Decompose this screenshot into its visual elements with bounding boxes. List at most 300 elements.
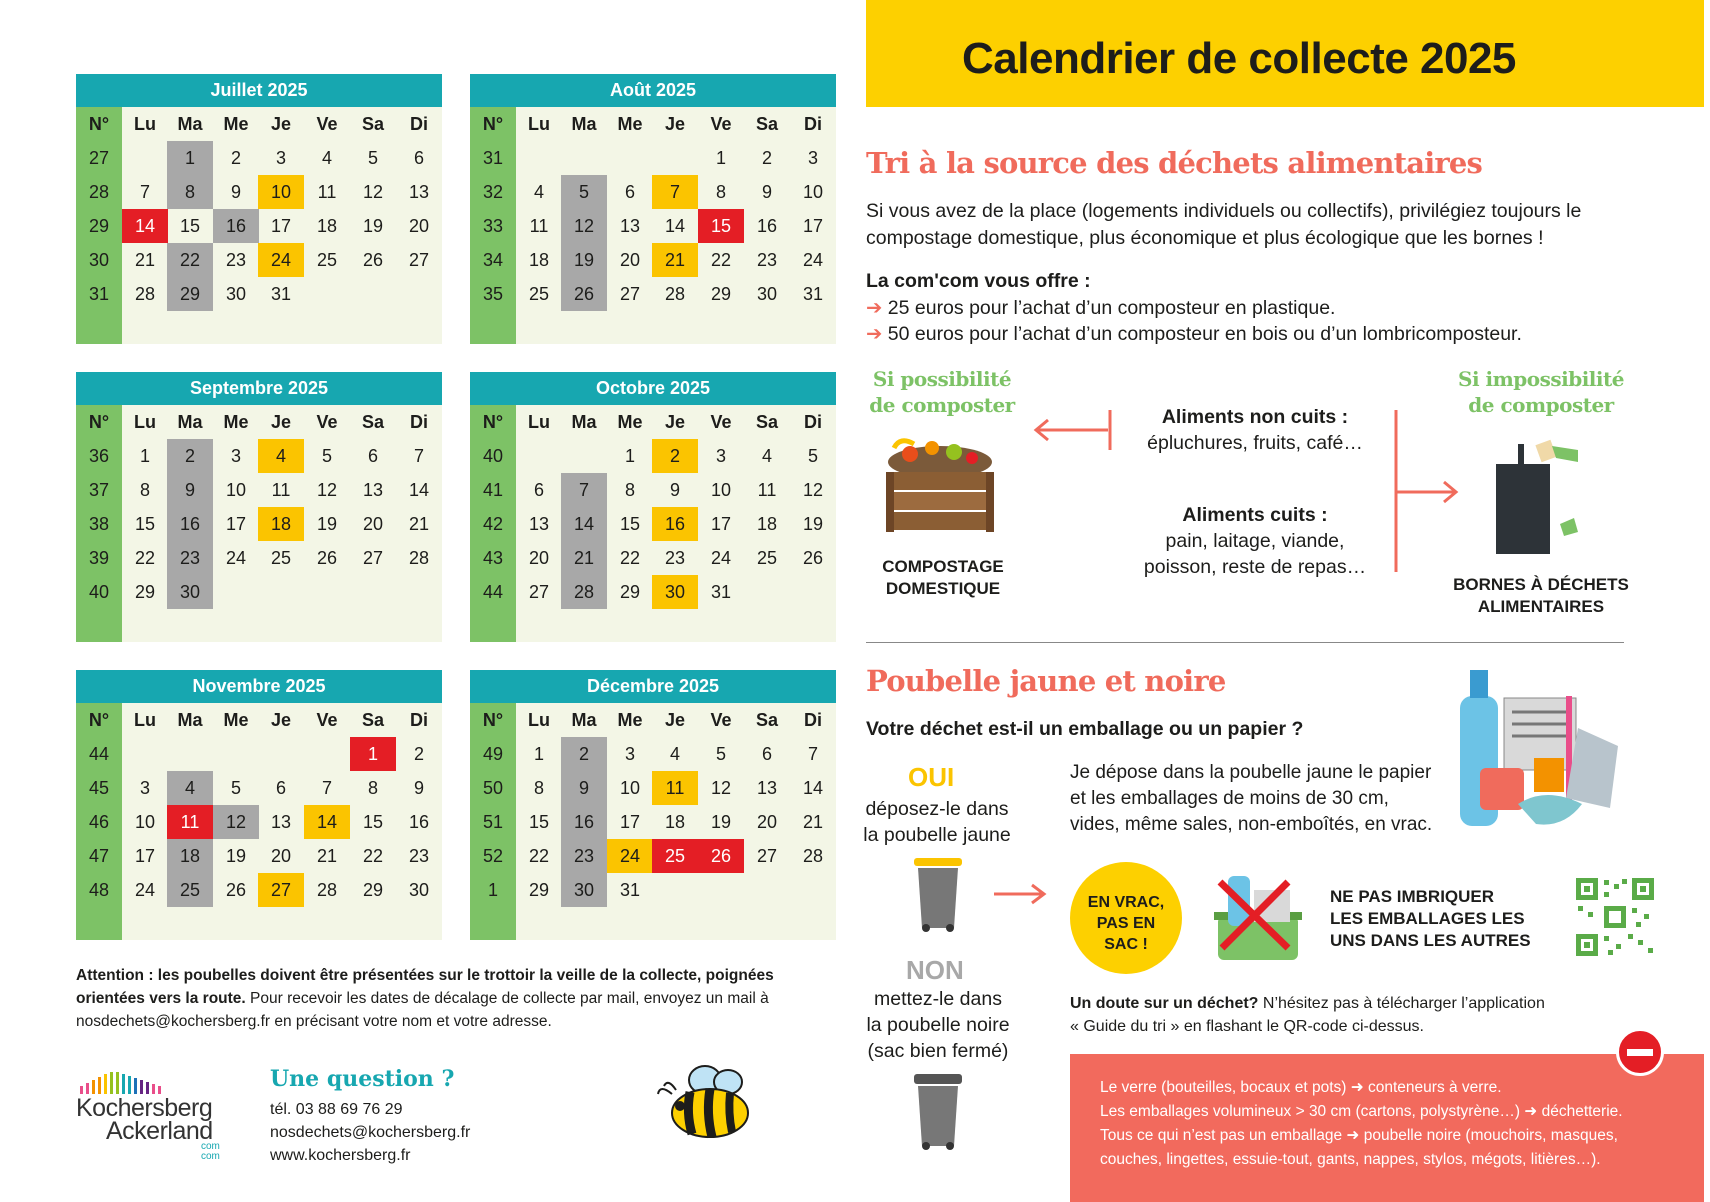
day-cell: [744, 575, 790, 609]
bornes-label-2: ALIMENTAIRES: [1477, 597, 1605, 616]
weekday-header: Me: [223, 710, 249, 730]
week-number: 1: [487, 880, 498, 900]
day-cell: 24: [225, 548, 247, 568]
week-number: 32: [482, 182, 504, 202]
day-cell: 16: [408, 812, 430, 832]
collection-notice: [76, 964, 846, 1033]
calendar-grid: [470, 107, 836, 344]
day-cell: [350, 575, 396, 609]
day-cell: 9: [669, 480, 680, 500]
day-cell: [304, 575, 350, 609]
weekday-header: Lu: [528, 710, 550, 730]
black-bin-icon: [910, 1070, 966, 1150]
weekday-header: Ve: [316, 710, 338, 730]
yellow-text-3: vides, même sales, non-emboîtés, en vrac.: [1070, 814, 1433, 835]
day-cell: 25: [652, 839, 698, 873]
day-cell: 8: [533, 778, 544, 798]
day-cell: [122, 737, 168, 771]
day-cell: 11: [757, 480, 777, 500]
day-cell: 3: [139, 778, 150, 798]
oui-label: OUI: [908, 762, 955, 792]
day-cell: 11: [529, 216, 549, 236]
day-cell: 10: [802, 182, 824, 202]
day-cell: 25: [756, 548, 778, 568]
page-title: Calendrier de collecte 2025: [962, 34, 1516, 83]
week-number: 40: [482, 446, 504, 466]
compost-label-2: DOMESTIQUE: [885, 579, 1001, 598]
week-number-header: N°: [88, 114, 110, 134]
weekday-header: Me: [223, 412, 249, 432]
arrow-right-icon: ➔: [866, 323, 888, 345]
oui-instructions: [862, 796, 1012, 848]
calendar-month: [76, 74, 442, 344]
day-cell: 15: [698, 209, 744, 243]
kochersberg-logo: [76, 1072, 236, 1162]
calendar-grid: [76, 405, 442, 642]
day-cell: 22: [528, 846, 550, 866]
day-cell: 16: [756, 216, 778, 236]
day-cell: [516, 141, 562, 175]
weekday-header: Ma: [177, 710, 203, 730]
day-cell: 19: [225, 846, 247, 866]
day-cell: 26: [561, 277, 607, 311]
day-cell: 6: [413, 148, 424, 168]
weekday-header: Sa: [361, 114, 385, 134]
day-cell: 26: [362, 250, 384, 270]
notice-text: Pour recevoir les dates de décalage de collecte par mail, envoyez un mail à nosdechets@kochersberg.fr en précisant votre nom et votre adresse.: [76, 990, 769, 1030]
cooked-food-text1: pain, laitage, viande,: [1165, 530, 1345, 552]
day-cell: 1: [167, 141, 213, 175]
weekday-header: Je: [270, 412, 292, 432]
day-cell: 2: [167, 439, 213, 473]
day-cell: 9: [761, 182, 772, 202]
day-cell: 22: [167, 243, 213, 277]
weekday-header: Di: [410, 412, 428, 432]
doubt-text: [1070, 992, 1545, 1038]
calendar-month-title: Octobre 2025: [470, 372, 836, 405]
exception-glass: Le verre (bouteilles, bocaux et pots) ➜ conteneurs à verre.: [1100, 1079, 1502, 1096]
week-number: 48: [88, 880, 110, 900]
week-number: 47: [88, 846, 110, 866]
bins-title: Poubelle jaune et noire: [866, 664, 1226, 698]
weekday-header: Ve: [316, 114, 338, 134]
weekday-header: Di: [410, 710, 428, 730]
week-number-header: N°: [88, 412, 110, 432]
day-cell: 25: [316, 250, 338, 270]
yellow-text-1: Je dépose dans la poubelle jaune le papier: [1070, 762, 1432, 783]
day-cell: 11: [317, 182, 337, 202]
week-number: 51: [482, 812, 504, 832]
day-cell: 16: [652, 507, 698, 541]
contact-phone: tél. 03 88 69 76 29: [270, 1101, 403, 1118]
vrac-line1: EN VRAC,: [1087, 894, 1165, 911]
branch-arrow-icon: [1392, 408, 1462, 574]
day-cell: 10: [134, 812, 156, 832]
week-number: 34: [482, 250, 504, 270]
week-number: 31: [482, 148, 504, 168]
calendar-month-title: Juillet 2025: [76, 74, 442, 107]
day-cell: 13: [362, 480, 384, 500]
day-cell: 24: [607, 839, 653, 873]
day-cell: 17: [802, 216, 824, 236]
week-number: 42: [482, 514, 504, 534]
contact-email[interactable]: nosdechets@kochersberg.fr: [270, 1124, 471, 1141]
week-number-header: N°: [88, 710, 110, 730]
day-cell: [516, 439, 562, 473]
day-cell: 13: [408, 182, 430, 202]
day-cell: 19: [710, 812, 732, 832]
week-number: 41: [482, 480, 504, 500]
day-cell: 22: [710, 250, 732, 270]
day-cell: 23: [408, 846, 430, 866]
day-cell: 31: [710, 582, 732, 602]
day-cell: 20: [408, 216, 430, 236]
day-cell: 28: [134, 284, 156, 304]
day-cell: 27: [258, 873, 304, 907]
day-cell: 7: [652, 175, 698, 209]
day-cell: 4: [258, 439, 304, 473]
offer-1-text: 25 euros pour l’achat d’un composteur en plastique.: [887, 297, 1336, 319]
yellow-bin-icon: [910, 852, 966, 932]
day-cell: [258, 737, 304, 771]
day-cell: 15: [619, 514, 641, 534]
day-cell: 31: [619, 880, 641, 900]
non-line1: mettez-le dans: [874, 988, 1002, 1010]
weekday-header: Sa: [755, 710, 779, 730]
notice-bold: Attention : les poubelles doivent être présentées sur le trottoir la veille de la collecte, poignées orientées vers la route.: [76, 967, 774, 1007]
weekday-header: Sa: [361, 412, 385, 432]
compost-bin-icon: [880, 436, 1000, 536]
day-cell: 4: [669, 744, 680, 764]
offer-title: La com'com vous offre :: [866, 270, 1091, 292]
day-cell: 21: [652, 243, 698, 277]
day-cell: [350, 277, 396, 311]
weekday-header: Lu: [134, 114, 156, 134]
week-number: 31: [88, 284, 110, 304]
day-cell: 31: [270, 284, 292, 304]
day-cell: 14: [408, 480, 430, 500]
day-cell: 18: [664, 812, 686, 832]
no-entry-icon: [1616, 1028, 1664, 1076]
day-cell: 11: [167, 805, 213, 839]
calendar-grid: [470, 405, 836, 642]
offer-item-2: [866, 321, 1522, 348]
day-cell: 10: [258, 175, 304, 209]
no-nesting-text: [1330, 886, 1531, 952]
week-number: 44: [88, 744, 110, 764]
week-number-header: N°: [482, 412, 504, 432]
week-number: 50: [482, 778, 504, 798]
day-cell: 13: [528, 514, 550, 534]
day-cell: 19: [802, 514, 824, 534]
day-cell: 28: [316, 880, 338, 900]
day-cell: 17: [134, 846, 156, 866]
week-number: 28: [88, 182, 110, 202]
weekday-header: Je: [664, 412, 686, 432]
day-cell: 7: [139, 182, 150, 202]
offer-item-1: [866, 295, 1335, 322]
non-instructions: [858, 986, 1018, 1064]
day-cell: 7: [321, 778, 332, 798]
day-cell: 7: [561, 473, 607, 507]
day-cell: 25: [528, 284, 550, 304]
bornes-label: [1436, 574, 1646, 618]
day-cell: 6: [761, 744, 772, 764]
day-cell: 24: [258, 243, 304, 277]
day-cell: [258, 575, 304, 609]
weekday-header: Me: [617, 114, 643, 134]
calendar-month-title: Novembre 2025: [76, 670, 442, 703]
day-cell: 14: [561, 507, 607, 541]
food-waste-title: Tri à la source des déchets alimentaires: [866, 146, 1483, 180]
logo-line1: Kochersberg: [76, 1094, 213, 1122]
day-cell: 10: [619, 778, 641, 798]
weekday-header: Di: [804, 710, 822, 730]
day-cell: 6: [533, 480, 544, 500]
calendar-month-title: Août 2025: [470, 74, 836, 107]
day-cell: 27: [528, 582, 550, 602]
day-cell: [213, 737, 259, 771]
no-bag-icon: [1208, 868, 1304, 968]
week-number: 30: [88, 250, 110, 270]
day-cell: 1: [715, 148, 726, 168]
day-cell: 29: [134, 582, 156, 602]
day-cell: 7: [807, 744, 818, 764]
day-cell: 9: [413, 778, 424, 798]
day-cell: 5: [230, 778, 241, 798]
doubt-text1: N’hésitez pas à télécharger l’application: [1258, 995, 1545, 1012]
day-cell: 6: [275, 778, 286, 798]
logo-sub: com com: [201, 1141, 220, 1162]
calendar-month: [470, 372, 836, 642]
day-cell: [561, 141, 607, 175]
weekday-header: Sa: [361, 710, 385, 730]
day-cell: [607, 141, 653, 175]
day-cell: 2: [761, 148, 772, 168]
day-cell: 23: [225, 250, 247, 270]
day-cell: 30: [652, 575, 698, 609]
calendar-month: [470, 670, 836, 940]
day-cell: 15: [134, 514, 156, 534]
day-cell: 17: [619, 812, 641, 832]
day-cell: 5: [367, 148, 378, 168]
calendar-month: [470, 74, 836, 344]
day-cell: 3: [807, 148, 818, 168]
day-cell: 27: [619, 284, 641, 304]
day-cell: [304, 737, 350, 771]
weekday-header: Ma: [571, 114, 597, 134]
day-cell: [304, 277, 350, 311]
weekday-header: Ma: [177, 412, 203, 432]
day-cell: 8: [715, 182, 726, 202]
day-cell: 10: [225, 480, 247, 500]
weekday-header: Ma: [571, 710, 597, 730]
raw-food-title: Aliments non cuits :: [1161, 406, 1349, 428]
day-cell: 27: [408, 250, 430, 270]
day-cell: [790, 873, 836, 907]
day-cell: 29: [362, 880, 384, 900]
day-cell: 24: [802, 250, 824, 270]
day-cell: 1: [624, 446, 635, 466]
calendar-month-title: Décembre 2025: [470, 670, 836, 703]
day-cell: 28: [408, 548, 430, 568]
day-cell: 15: [528, 812, 550, 832]
week-number: 38: [88, 514, 110, 534]
calendar-month-title: Septembre 2025: [76, 372, 442, 405]
day-cell: 12: [802, 480, 824, 500]
day-cell: 3: [715, 446, 726, 466]
week-number: 44: [482, 582, 504, 602]
day-cell: 28: [802, 846, 824, 866]
day-cell: 3: [275, 148, 286, 168]
day-cell: 2: [413, 744, 424, 764]
day-cell: 18: [756, 514, 778, 534]
day-cell: [167, 737, 213, 771]
day-cell: 10: [710, 480, 732, 500]
day-cell: 26: [316, 548, 338, 568]
calendar-grid: [76, 703, 442, 940]
logo-bars-icon: [80, 1072, 236, 1094]
day-cell: 21: [316, 846, 338, 866]
food-intro: Si vous avez de la place (logements individuels ou collectifs), privilégiez toujours le compostage domestique, plus économique et plus écologique que les bornes !: [866, 200, 1582, 249]
arrow-right-icon: [992, 882, 1050, 906]
week-number: 29: [88, 216, 110, 236]
if-possible-line2: de composter: [869, 393, 1015, 417]
day-cell: [744, 873, 790, 907]
non-line2: la poubelle noire: [866, 1014, 1010, 1036]
logo-line2: Ackerland: [106, 1117, 213, 1145]
title-band: [866, 0, 1704, 107]
day-cell: 16: [167, 507, 213, 541]
day-cell: [561, 439, 607, 473]
day-cell: 15: [179, 216, 201, 236]
day-cell: 24: [710, 548, 732, 568]
weekday-header: Lu: [528, 114, 550, 134]
cooked-food-title: Aliments cuits :: [1182, 504, 1328, 526]
weekday-header: Di: [804, 412, 822, 432]
day-cell: 13: [619, 216, 641, 236]
day-cell: 15: [362, 812, 384, 832]
day-cell: 6: [624, 182, 635, 202]
exception-bulky: Les emballages volumineux > 30 cm (cartons, polystyrène…) ➜ déchetterie.: [1100, 1103, 1623, 1120]
day-cell: 22: [619, 548, 641, 568]
day-cell: 2: [230, 148, 241, 168]
weekday-header: Me: [617, 412, 643, 432]
day-cell: 14: [122, 209, 168, 243]
nest-line3: UNS DANS LES AUTRES: [1330, 931, 1531, 950]
weekday-header: Ma: [177, 114, 203, 134]
day-cell: [698, 873, 744, 907]
exception-other-2: couches, lingettes, essuie-tout, gants, nappes, stylos, mégots, litières…).: [1100, 1151, 1601, 1168]
day-cell: 5: [807, 446, 818, 466]
bee-icon: [650, 1058, 760, 1148]
arrow-left-icon: [1030, 408, 1112, 452]
day-cell: 20: [270, 846, 292, 866]
day-cell: 1: [350, 737, 396, 771]
vrac-badge: [1070, 862, 1182, 974]
day-cell: 12: [362, 182, 384, 202]
week-number: 43: [482, 548, 504, 568]
day-cell: 19: [561, 243, 607, 277]
day-cell: 22: [134, 548, 156, 568]
day-cell: 13: [270, 812, 292, 832]
day-cell: 14: [304, 805, 350, 839]
day-cell: 29: [710, 284, 732, 304]
day-cell: 8: [367, 778, 378, 798]
day-cell: [790, 575, 836, 609]
day-cell: 7: [413, 446, 424, 466]
day-cell: 14: [802, 778, 824, 798]
day-cell: 28: [561, 575, 607, 609]
day-cell: 23: [664, 548, 686, 568]
if-impossible-label: [1456, 366, 1626, 418]
weekday-header: Ve: [710, 412, 732, 432]
day-cell: 2: [652, 439, 698, 473]
contact-website[interactable]: www.kochersberg.fr: [270, 1147, 411, 1164]
day-cell: 20: [362, 514, 384, 534]
day-cell: 20: [619, 250, 641, 270]
day-cell: [652, 873, 698, 907]
yellow-bin-text: [1070, 760, 1470, 838]
weekday-header: Ma: [571, 412, 597, 432]
day-cell: 20: [528, 548, 550, 568]
weekday-header: Sa: [755, 114, 779, 134]
weekday-header: Je: [270, 114, 292, 134]
weekday-header: Lu: [134, 710, 156, 730]
if-impossible-line1: Si impossibilité: [1458, 367, 1624, 391]
week-number: 40: [88, 582, 110, 602]
day-cell: 30: [225, 284, 247, 304]
exception-other-1: Tous ce qui n’est pas un emballage ➜ poubelle noire (mouchoirs, masques,: [1100, 1127, 1618, 1144]
day-cell: 19: [316, 514, 338, 534]
day-cell: 12: [213, 805, 259, 839]
nest-line1: NE PAS IMBRIQUER: [1330, 887, 1495, 906]
day-cell: 9: [230, 182, 241, 202]
day-cell: [652, 141, 698, 175]
day-cell: 28: [664, 284, 686, 304]
day-cell: 17: [270, 216, 292, 236]
yellow-text-2: et les emballages de moins de 30 cm,: [1070, 788, 1389, 809]
qr-code-icon[interactable]: [1574, 876, 1656, 958]
day-cell: 3: [230, 446, 241, 466]
day-cell: 4: [321, 148, 332, 168]
weekday-header: Je: [664, 114, 686, 134]
day-cell: [396, 277, 442, 311]
week-number: 36: [88, 446, 110, 466]
day-cell: 4: [761, 446, 772, 466]
day-cell: 11: [652, 771, 698, 805]
compost-label: [868, 556, 1018, 600]
day-cell: 30: [756, 284, 778, 304]
exceptions-box: [1070, 1054, 1704, 1202]
day-cell: 4: [167, 771, 213, 805]
weekday-header: Di: [410, 114, 428, 134]
day-cell: 29: [167, 277, 213, 311]
day-cell: 26: [698, 839, 744, 873]
day-cell: 8: [624, 480, 635, 500]
vrac-line3: SAC !: [1104, 936, 1148, 953]
non-line3: (sac bien fermé): [867, 1040, 1009, 1062]
bornes-label-1: BORNES À DÉCHETS: [1453, 575, 1629, 594]
day-cell: 21: [802, 812, 824, 832]
doubt-text2: « Guide du tri » en flashant le QR-code ci-dessus.: [1070, 1018, 1424, 1035]
day-cell: 2: [561, 737, 607, 771]
offer-2-text: 50 euros pour l’achat d’un composteur en bois ou d’un lombricomposteur.: [887, 323, 1522, 345]
day-cell: 24: [134, 880, 156, 900]
day-cell: 13: [756, 778, 778, 798]
day-cell: 22: [362, 846, 384, 866]
day-cell: 23: [167, 541, 213, 575]
